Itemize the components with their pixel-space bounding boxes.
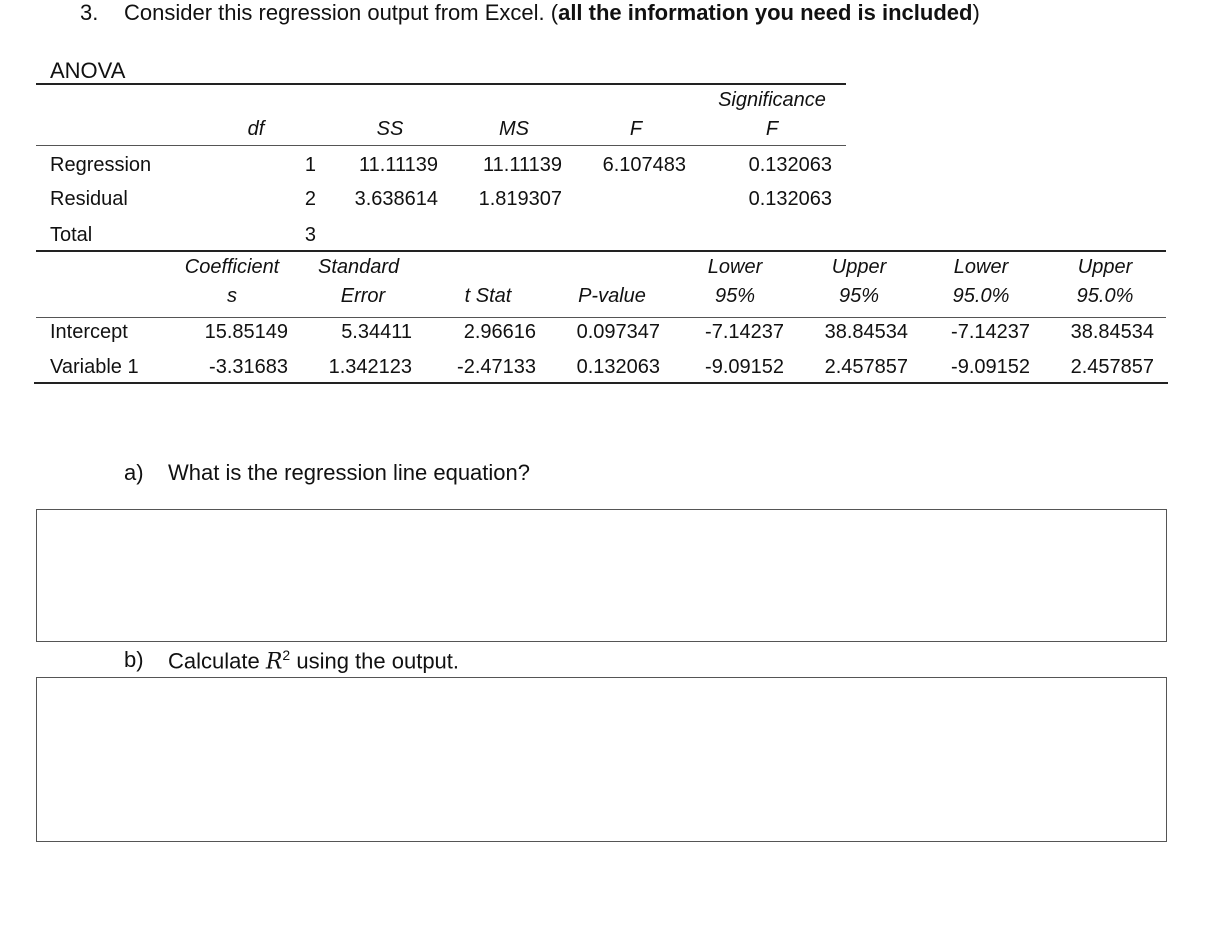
- part-a-label: a): [124, 460, 144, 485]
- question-number: 3.: [80, 0, 99, 25]
- coef-header-lower95-1: Lower: [707, 256, 763, 278]
- anova-header-sig-2: F: [765, 118, 779, 140]
- coef-header-lower95-2: 95%: [714, 285, 756, 307]
- part-a-answer-box[interactable]: [36, 509, 1167, 642]
- anova-title: ANOVA: [50, 58, 126, 83]
- anova-row-ms: 11.11139: [483, 154, 562, 176]
- anova-header-sig-1: Significance: [718, 89, 826, 111]
- coef-header-tstat: t Stat: [464, 285, 512, 307]
- coef-row-u950: 38.84534: [1070, 321, 1154, 343]
- coef-header-se-1: Standard: [318, 256, 400, 278]
- question-text: [124, 0, 980, 26]
- coef-row-p: 0.097347: [576, 321, 660, 343]
- anova-row-f: 6.107483: [602, 154, 686, 176]
- part-b-math-sup: 2: [282, 647, 291, 663]
- coef-bottom-rule: [34, 382, 1168, 384]
- anova-row-sig: 0.132063: [748, 154, 832, 176]
- coef-row-t: 2.96616: [463, 321, 536, 343]
- part-b-text-after: using the output.: [290, 648, 460, 674]
- anova-header-ms: MS: [499, 118, 529, 140]
- coef-header-pvalue: P-value: [578, 285, 646, 307]
- anova-header-f: F: [629, 118, 643, 140]
- anova-row-ss: 3.638614: [354, 188, 438, 210]
- anova-row-sig: 0.132063: [748, 188, 832, 210]
- coef-header-coef-1: Coefficient: [184, 256, 280, 278]
- coef-header-upper95-2: 95%: [838, 285, 880, 307]
- part-a-question: What is the regression line equation?: [168, 460, 530, 485]
- part-b-text-before: Calculate: [168, 648, 266, 674]
- coef-header-upper950-2: 95.0%: [1076, 285, 1134, 307]
- coef-row-l95: -7.14237: [705, 321, 784, 343]
- anova-top-rule: [36, 83, 846, 85]
- anova-row-label: Regression: [50, 154, 152, 176]
- question-text-bold: all the information you need is included: [558, 0, 973, 25]
- anova-row-label: Total: [50, 224, 93, 246]
- anova-header-ss: SS: [376, 118, 404, 140]
- anova-row-df: 1: [304, 154, 316, 176]
- part-b-answer-box[interactable]: [36, 677, 1167, 842]
- coef-row-coef: 15.85149: [204, 321, 288, 343]
- anova-header-df: df: [247, 118, 265, 140]
- coef-row-se: 5.34411: [341, 321, 412, 343]
- anova-row-ms: 1.819307: [478, 188, 562, 210]
- part-b-math-var: R: [265, 649, 283, 675]
- part-b-label: b): [124, 647, 144, 672]
- coef-row-t: -2.47133: [457, 356, 536, 378]
- coef-row-l95: -9.09152: [705, 356, 784, 378]
- anova-row-ss: 11.11139: [359, 154, 438, 176]
- coef-row-coef: -3.31683: [209, 356, 288, 378]
- question-text-plain: Consider this regression output from Excel. (: [124, 0, 559, 25]
- anova-row-df: 2: [304, 188, 316, 210]
- coef-row-l950: -9.09152: [951, 356, 1030, 378]
- coef-header-lower950-1: Lower: [953, 256, 1009, 278]
- coef-header-upper950-1: Upper: [1077, 256, 1133, 278]
- coef-header-se-2: Error: [340, 285, 386, 307]
- anova-row-df: 3: [304, 224, 316, 246]
- anova-header-rule: [36, 145, 846, 146]
- coef-row-label: Variable 1: [50, 356, 139, 378]
- part-b-question: [168, 647, 459, 674]
- coef-header-upper95-1: Upper: [831, 256, 887, 278]
- question-text-end: ): [972, 0, 980, 25]
- anova-row-label: Residual: [50, 188, 128, 210]
- coef-row-p: 0.132063: [576, 356, 660, 378]
- coef-row-u95: 38.84534: [824, 321, 908, 343]
- coef-header-lower950-2: 95.0%: [952, 285, 1010, 307]
- coef-header-coef-2: s: [227, 285, 237, 307]
- coef-header-rule: [36, 317, 1166, 318]
- coef-row-label: Intercept: [50, 321, 128, 343]
- coef-row-u95: 2.457857: [824, 356, 908, 378]
- coef-row-se: 1.342123: [328, 356, 412, 378]
- coef-row-l950: -7.14237: [951, 321, 1030, 343]
- coef-top-rule: [36, 250, 1166, 252]
- coef-row-u950: 2.457857: [1070, 356, 1154, 378]
